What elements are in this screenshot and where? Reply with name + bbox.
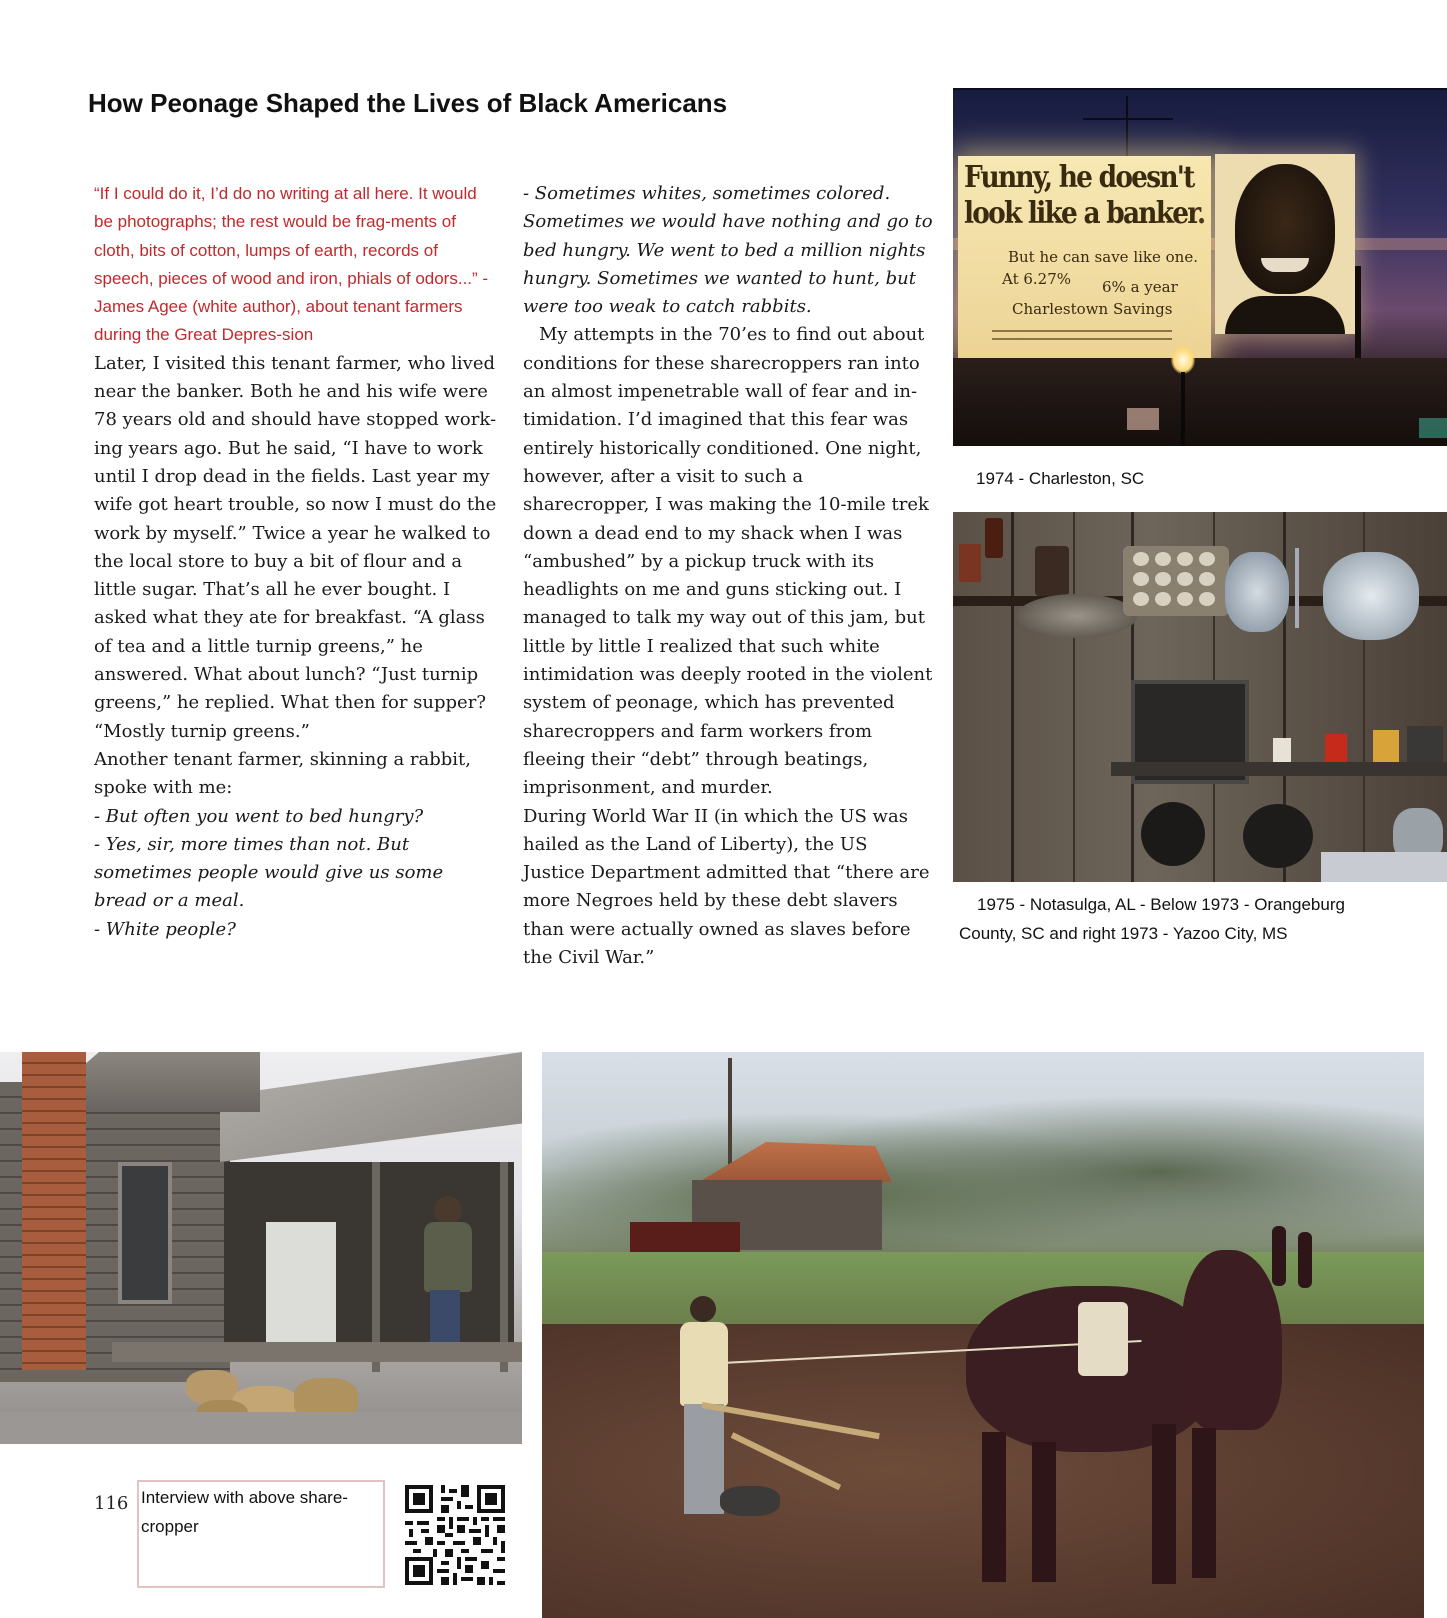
page-title: How Peonage Shaped the Lives of Black Americans xyxy=(88,88,728,118)
billboard-text-5: 6% a year xyxy=(1102,278,1178,296)
billboard-text-1: Funny, he doesn't xyxy=(964,160,1194,195)
billboard-portrait xyxy=(1215,154,1355,334)
billboard-photo xyxy=(953,88,1447,446)
agee-quote: “If I could do it, I’d do no writing at all here. It would be photographs; the rest would be frag-ments of cloth, bits of cotton, lumps of earth, records of speech, pieces of wood and iron, phials of odors...” - James Agee (white author), about tenant farmers during the Great Depres-sion xyxy=(94,184,489,345)
qr-code-icon[interactable] xyxy=(405,1485,505,1585)
text-column-left xyxy=(94,180,499,944)
paragraph-intimidation: My attempts in the 70’es to find out about conditions for these sharecroppers ran into an almost impenetrable wall of fear and in-timidation. I’d imagined that this fear was entirely historically conditioned. One night, however, after a visit to such a sharecropper, I was making the 10-mile trek down a dead end to my shack when I was “ambushed” by a pickup truck with its headlights on me and guns sticking out. I managed to talk my way out of this jam, but little by little I realized that such white intimidation was deeply rooted in the violent system of peonage, which has prevented sharecroppers and farm workers from fleeing their “debt” through beatings, imprisonment, and murder. xyxy=(523,324,933,799)
text-column-right xyxy=(523,180,933,972)
dialogue-line: - White people? xyxy=(94,918,236,940)
page-number: 116 xyxy=(94,1493,129,1514)
dialogue-line: - Sometimes whites, sometimes colored. Sometimes we would have nothing and go to bed hungry. We went to bed a million nights hungry. Sometimes we wanted to hunt, but were too weak to catch rabbits. xyxy=(523,183,933,318)
paragraph-rabbit: Another tenant farmer, skinning a rabbit, spoke with me: xyxy=(94,748,472,799)
billboard-text-2: look like a banker. xyxy=(964,196,1205,231)
kitchen-photo xyxy=(953,512,1447,882)
billboard-text-3: But he can save like one. xyxy=(1008,248,1198,266)
caption-charleston: 1974 - Charleston, SC xyxy=(976,469,1145,488)
caption-notasulga: 1975 - Notasulga, AL - Below 1973 - Orangeburg County, SC and right 1973 - Yazoo City, MS xyxy=(959,895,1345,943)
dialogue-line: - Yes, sir, more times than not. But sometimes people would give us some bread or a meal. xyxy=(94,833,444,912)
billboard-text-6: Charlestown Savings xyxy=(1012,300,1173,318)
paragraph-wwii: During World War II (in which the US was hailed as the Land of Liberty), the US Justice Department admitted that “there are more Negroes held by these debt slavers than were actually owned as slaves before the Civil War.” xyxy=(523,805,930,969)
dialogue-line: - But often you went to bed hungry? xyxy=(94,805,424,827)
billboard-text-4: At 6.27% xyxy=(1002,270,1072,288)
plowing-photo xyxy=(542,1052,1424,1618)
paragraph-tenant-farmer: Later, I visited this tenant farmer, who lived near the banker. Both he and his wife were 78 years old and should have stopped work-ing years ago. But he said, “I have to work until I drop dead in the fields. Last year my wife got heart trouble, so now I must do the work by myself.” Twice a year he walked to the local store to buy a bit of flour and a little sugar. That’s all he ever bought. I asked what they ate for breakfast. “A glass of tea and a little turnip greens,” he answered. What about lunch? “Just turnip greens,” he replied. What then for supper? “Mostly turnip greens.” xyxy=(94,352,497,742)
qr-label: Interview with above share-cropper xyxy=(141,1488,348,1536)
porch-photo xyxy=(0,1052,522,1444)
qr-label-box xyxy=(137,1480,385,1588)
